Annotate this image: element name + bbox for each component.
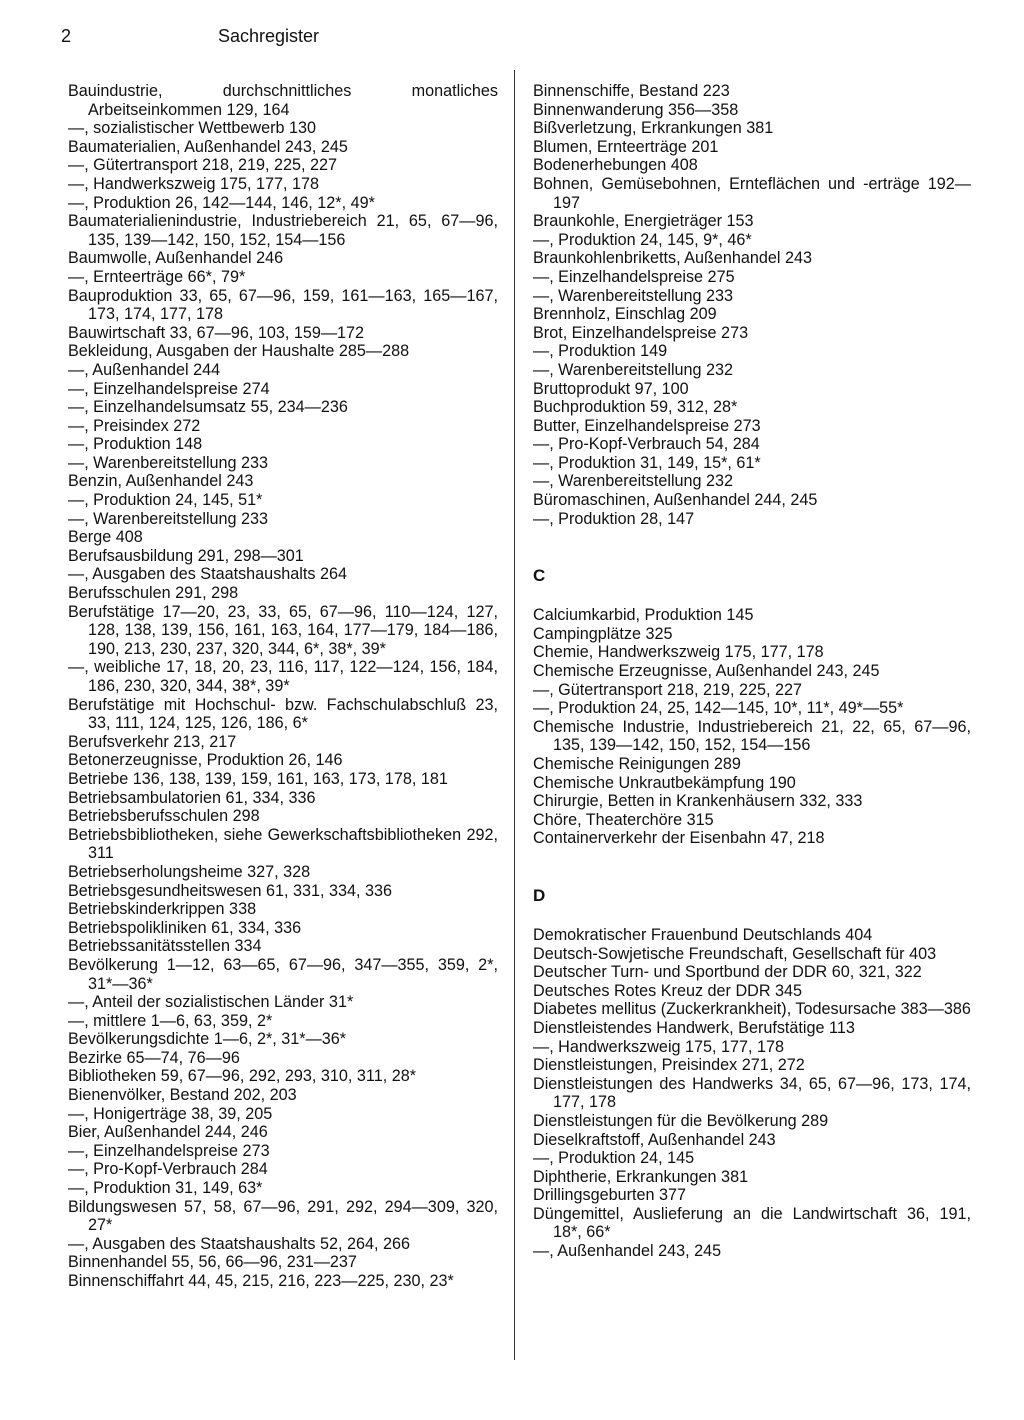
index-entry: Chirurgie, Betten in Krankenhäusern 332, 333 [533, 792, 863, 811]
index-entry: Bohnen, Gemüsebohnen, Ernteflächen und -erträge 192—197 [533, 174, 971, 212]
index-entry: Betonerzeugnisse, Produktion 26, 146 [68, 751, 343, 770]
index-entry: Düngemittel, Auslieferung an die Landwirtschaft 36, 191, 18*, 66* [533, 1204, 971, 1242]
index-entry: Betriebspolikliniken 61, 334, 336 [68, 918, 302, 937]
index-entry: Deutscher Turn- und Sportbund der DDR 60, 321, 322 [533, 963, 922, 982]
index-entry: —, Außenhandel 243, 245 [533, 1242, 722, 1261]
page-number: 2 [61, 26, 72, 46]
index-entry: Binnenwanderung 356—358 [533, 100, 739, 119]
index-entry: Berufstätige 17—20, 23, 33, 65, 67—96, 110—124, 127, 128, 138, 139, 156, 161, 163, 164, 177—179, 184—186, 190, 213, 230, 237, 320, 344, 6*, 38*, 39* [68, 602, 498, 658]
index-entry: —, Warenbereitstellung 233 [533, 286, 734, 305]
index-entry: —, Einzelhandelspreise 273 [68, 1141, 270, 1160]
index-entry: —, Außenhandel 244 [68, 360, 221, 379]
index-entry: Deutsch-Sowjetische Freundschaft, Gesellschaft für 403 [533, 944, 937, 963]
index-column-left [68, 82, 498, 1291]
index-entry: Dienstleistungen des Handwerks 34, 65, 67—96, 173, 174, 177, 178 [533, 1074, 971, 1112]
index-entry: Bekleidung, Ausgaben der Haushalte 285—288 [68, 342, 410, 361]
index-entry: Betriebsberufsschulen 298 [68, 807, 260, 826]
index-entry: —, Produktion 24, 145, 9*, 46* [533, 230, 752, 249]
index-entry: Dienstleistungen, Preisindex 271, 272 [533, 1056, 805, 1075]
index-entry: —, Pro-Kopf-Verbrauch 284 [68, 1160, 268, 1179]
index-column-right [533, 82, 971, 1261]
index-entry: Blumen, Ernteerträge 201 [533, 137, 719, 156]
section-letter-d: D [533, 885, 546, 905]
index-entry: —, Ausgaben des Staatshaushalts 52, 264, 266 [68, 1234, 410, 1253]
index-entry: Baumaterialien, Außenhandel 243, 245 [68, 137, 348, 156]
index-entry: —, Warenbereitstellung 232 [533, 472, 734, 491]
index-entry: Bruttoprodukt 97, 100 [533, 379, 689, 398]
index-entry: Binnenschiffe, Bestand 223 [533, 82, 730, 100]
index-entry: —, Gütertransport 218, 219, 225, 227 [68, 156, 338, 175]
section-c [533, 606, 971, 848]
index-entry: —, Produktion 31, 149, 15*, 61* [533, 453, 761, 472]
index-entry: —, Honigerträge 38, 39, 205 [68, 1104, 273, 1123]
index-entry: Bauindustrie, durchschnittliches monatliches Arbeitseinkommen 129, 164 [68, 82, 498, 119]
index-entry: —, Einzelhandelspreise 274 [68, 379, 270, 398]
index-entry: Bibliotheken 59, 67—96, 292, 293, 310, 311, 28* [68, 1067, 416, 1086]
index-entry: Betriebsambulatorien 61, 334, 336 [68, 788, 316, 807]
index-entry: —, sozialistischer Wettbewerb 130 [68, 119, 317, 138]
page-title: Sachregister [218, 26, 320, 46]
index-entry: Chemische Industrie, Industriebereich 21, 22, 65, 67—96, 135, 139—142, 150, 152, 154—156 [533, 717, 971, 755]
index-entry: Bier, Außenhandel 244, 246 [68, 1123, 268, 1142]
index-entry: Berufstätige mit Hochschul- bzw. Fachschulabschluß 23, 33, 111, 124, 125, 126, 186, 6* [68, 695, 498, 733]
index-entry: Binnenhandel 55, 56, 66—96, 231—237 [68, 1253, 357, 1272]
index-entry: Betriebssanitätsstellen 334 [68, 937, 262, 956]
index-entry: Berufsausbildung 291, 298—301 [68, 546, 304, 565]
index-entry: Campingplätze 325 [533, 624, 673, 643]
index-entry: Büromaschinen, Außenhandel 244, 245 [533, 491, 818, 510]
index-entry: —, Produktion 24, 25, 142—145, 10*, 11*, 49*—55* [533, 699, 904, 718]
index-entry: —, Einzelhandelsumsatz 55, 234—236 [68, 398, 348, 417]
index-entry: Berufsverkehr 213, 217 [68, 732, 237, 751]
index-entry: Berufsschulen 291, 298 [68, 584, 239, 603]
index-entry: —, Ernteerträge 66*, 79* [68, 267, 246, 286]
index-entry: —, Produktion 24, 145, 51* [68, 491, 263, 510]
index-entry: Betriebserholungsheime 327, 328 [68, 862, 311, 881]
index-entry: Containerverkehr der Eisenbahn 47, 218 [533, 829, 825, 848]
index-entry: —, weibliche 17, 18, 20, 23, 116, 117, 122—124, 156, 184, 186, 230, 320, 344, 38*, 39* [68, 658, 498, 695]
index-entry: —, mittlere 1—6, 63, 359, 2* [68, 1011, 273, 1030]
index-entry: Bevölkerungsdichte 1—6, 2*, 31*—36* [68, 1030, 347, 1049]
index-entry: Chemie, Handwerkszweig 175, 177, 178 [533, 643, 824, 662]
index-entry: Berge 408 [68, 528, 143, 547]
index-entry: —, Warenbereitstellung 232 [533, 360, 734, 379]
index-entry: Braunkohle, Energieträger 153 [533, 212, 754, 231]
section-d [533, 926, 971, 1261]
index-entry: —, Produktion 149 [533, 342, 668, 361]
index-entry: Bildungswesen 57, 58, 67—96, 291, 292, 294—309, 320, 27* [68, 1197, 498, 1235]
index-entry: —, Einzelhandelspreise 275 [533, 267, 735, 286]
index-entry: Betriebsgesundheitswesen 61, 331, 334, 336 [68, 881, 392, 900]
index-entry: Betriebsbibliotheken, siehe Gewerkschaftsbibliotheken 292, 311 [68, 825, 498, 863]
index-entry: —, Preisindex 272 [68, 416, 201, 435]
index-entry: Demokratischer Frauenbund Deutschlands 404 [533, 925, 873, 944]
index-entry: —, Warenbereitstellung 233 [68, 453, 269, 472]
index-entry: —, Produktion 28, 147 [533, 509, 695, 528]
index-entry: Drillingsgeburten 377 [533, 1186, 686, 1205]
index-entry: —, Produktion 26, 142—144, 146, 12*, 49* [68, 193, 375, 212]
index-entry: Diphtherie, Erkrankungen 381 [533, 1167, 749, 1186]
index-entry: —, Pro-Kopf-Verbrauch 54, 284 [533, 435, 760, 454]
index-entry: —, Produktion 148 [68, 435, 203, 454]
index-entry: Bißverletzung, Erkrankungen 381 [533, 119, 774, 138]
index-entry: Brot, Einzelhandelspreise 273 [533, 323, 749, 342]
index-entry: Bezirke 65—74, 76—96 [68, 1048, 240, 1067]
index-entry: —, Produktion 24, 145 [533, 1149, 695, 1168]
index-entry: —, Produktion 31, 149, 63* [68, 1179, 263, 1198]
index-entry: —, Handwerkszweig 175, 177, 178 [533, 1037, 785, 1056]
index-entry: Dienstleistungen für die Bevölkerung 289 [533, 1111, 829, 1130]
section-b-continued [533, 82, 971, 528]
index-entry: Butter, Einzelhandelspreise 273 [533, 416, 761, 435]
index-entry: Dienstleistendes Handwerk, Berufstätige 113 [533, 1018, 855, 1037]
section-letter-c: C [533, 566, 546, 586]
index-entry: Brennholz, Einschlag 209 [533, 305, 717, 324]
index-entry: Chöre, Theaterchöre 315 [533, 810, 714, 829]
index-entry: —, Warenbereitstellung 233 [68, 509, 269, 528]
index-entry: Bauwirtschaft 33, 67—96, 103, 159—172 [68, 323, 365, 342]
index-entry: —, Gütertransport 218, 219, 225, 227 [533, 680, 803, 699]
index-entry: Chemische Unkrautbekämpfung 190 [533, 773, 796, 792]
index-entry: Benzin, Außenhandel 243 [68, 472, 254, 491]
index-entry: —, Handwerkszweig 175, 177, 178 [68, 174, 320, 193]
index-entry: Binnenschiffahrt 44, 45, 215, 216, 223—225, 230, 23* [68, 1272, 454, 1290]
column-divider [514, 70, 515, 1360]
page-header [0, 26, 1024, 56]
index-entry: Betriebe 136, 138, 139, 159, 161, 163, 173, 178, 181 [68, 769, 448, 788]
index-entry: Braunkohlenbriketts, Außenhandel 243 [533, 249, 812, 268]
index-entry: Deutsches Rotes Kreuz der DDR 345 [533, 981, 803, 1000]
index-entry: Baumwolle, Außenhandel 246 [68, 249, 284, 268]
index-entry: Buchproduktion 59, 312, 28* [533, 398, 738, 417]
index-entry: —, Anteil der sozialistischen Länder 31* [68, 993, 354, 1012]
index-entry: Betriebskinderkrippen 338 [68, 900, 257, 919]
index-entry: Bevölkerung 1—12, 63—65, 67—96, 347—355, 359, 2*, 31*—36* [68, 955, 498, 993]
index-entry: Calciumkarbid, Produktion 145 [533, 606, 754, 625]
index-entry: Bodenerhebungen 408 [533, 156, 698, 175]
index-entry: Diabetes mellitus (Zuckerkrankheit), Todesursache 383—386 [533, 1000, 971, 1019]
index-entry: Chemische Reinigungen 289 [533, 755, 741, 773]
index-entry: Baumaterialienindustrie, Industriebereich 21, 65, 67—96, 135, 139—142, 150, 152, 154—156 [68, 212, 498, 249]
index-entry: —, Ausgaben des Staatshaushalts 264 [68, 565, 347, 584]
index-entry: Chemische Erzeugnisse, Außenhandel 243, 245 [533, 662, 880, 681]
index-entry: Bauproduktion 33, 65, 67—96, 159, 161—163, 165—167, 173, 174, 177, 178 [68, 286, 498, 324]
index-entry: Bienenvölker, Bestand 202, 203 [68, 1086, 297, 1105]
index-entry: Dieselkraftstoff, Außenhandel 243 [533, 1130, 776, 1149]
